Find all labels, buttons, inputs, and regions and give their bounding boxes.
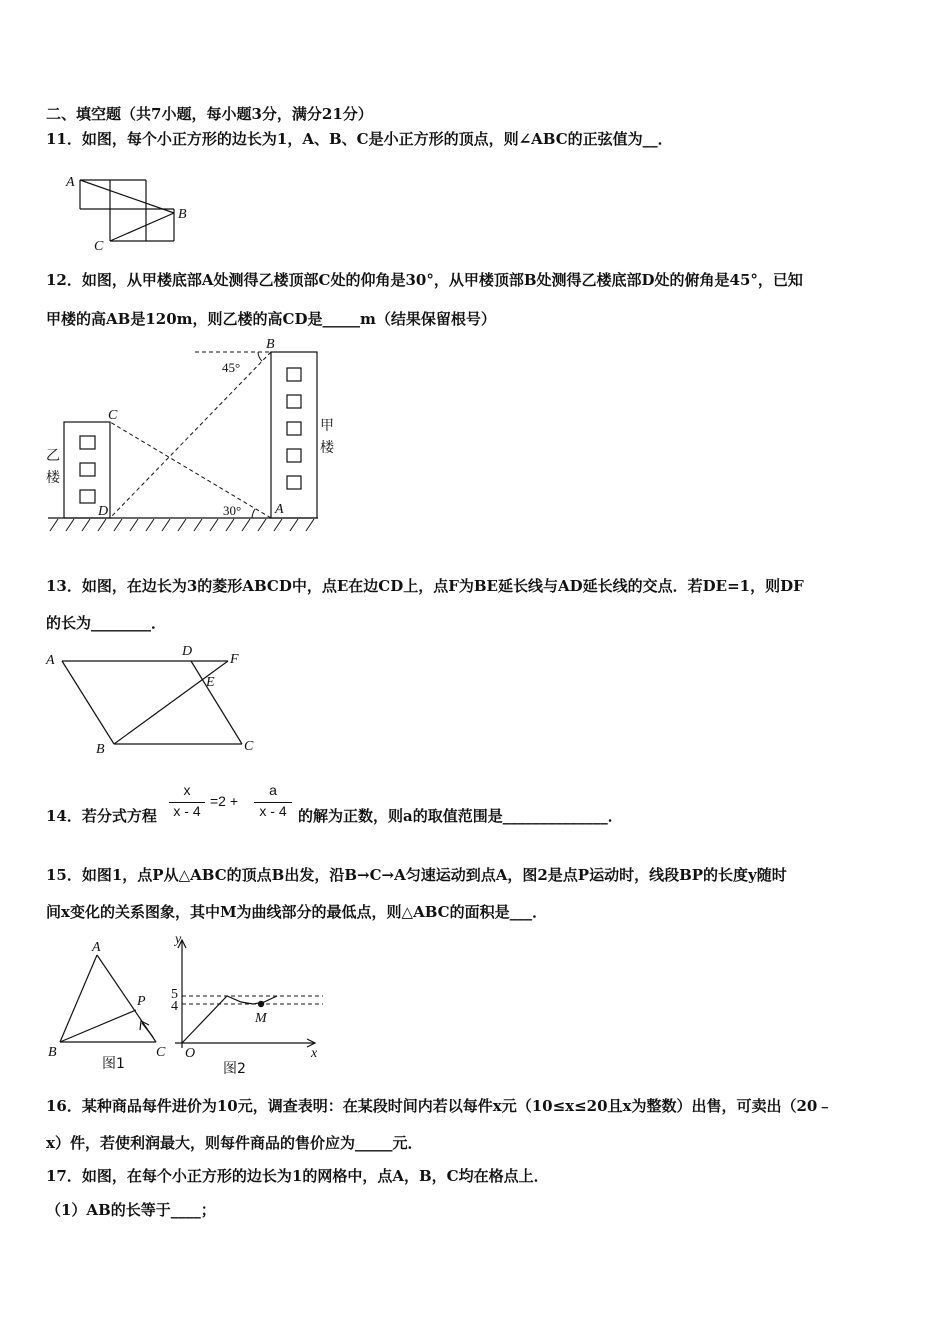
q14-frac1-den: x - 4 [173, 803, 201, 819]
q12-label-d: D [98, 504, 109, 519]
fig1-label-c: C [156, 1045, 166, 1060]
fig2-label-x: x [311, 1046, 318, 1061]
q16-line1: 16．某种商品每件进价为10元，调查表明：在某段时间内若以每件x元（10≤x≤20且x为整数）出售，可卖出（20﹣ [46, 1097, 833, 1115]
q12-jia-char2: 楼 [320, 440, 334, 456]
building-yi-windows [80, 436, 95, 503]
q12-label-c: C [108, 408, 118, 423]
segment-cd [191, 661, 242, 744]
q15-figure-2 [165, 930, 335, 1078]
q16-line2: x）件，若使利润最大，则每件商品的售价应为_____元． [46, 1134, 423, 1152]
fig1-caption: 图1 [102, 1056, 125, 1072]
q11-label-b: B [178, 207, 187, 222]
q17-sub1: （1）AB的长等于____； [46, 1201, 216, 1219]
q11-label-a: A [66, 175, 75, 190]
q13-label-a: A [46, 653, 55, 668]
q14-fraction-2 [252, 782, 294, 819]
q15-figure-1 [40, 935, 175, 1075]
angle-30-arc [252, 509, 255, 518]
fig2-tick-4: 4 [171, 999, 178, 1014]
q12-angle-30: 30° [223, 503, 242, 518]
fig2-tick-5: 5 [171, 987, 178, 1002]
q13-figure [40, 640, 270, 765]
fig2-label-y: y [175, 932, 182, 947]
q13-label-d: D [182, 644, 193, 659]
q14-middle: =2 + [210, 793, 239, 809]
q12-label-a: A [275, 502, 284, 517]
q13-label-f: F [230, 652, 239, 667]
fig2-label-o: O [185, 1046, 196, 1061]
segment-ab [62, 661, 114, 744]
fig1-label-a: A [92, 940, 101, 955]
segment-cb [110, 213, 174, 241]
sightline-ac [110, 422, 271, 518]
fig1-label-p: P [137, 994, 146, 1009]
q12-jia-char1: 甲 [320, 418, 334, 434]
ground-hatching [50, 519, 314, 531]
fig2-label-m: M [255, 1011, 267, 1026]
q12-yi-char1: 乙 [46, 448, 60, 464]
q14-frac2-den: x - 4 [259, 803, 287, 819]
q13-line1: 13．如图，在边长为3的菱形ABCD中，点E在边CD上，点F为BE延长线与AD延长线的交点．若DE=1，则DF [46, 577, 804, 595]
angle-45-arc [258, 352, 262, 361]
q12-line2: 甲楼的高AB是120m，则乙楼的高CD是_____m（结果保留根号） [46, 310, 496, 328]
building-jia-windows [287, 368, 301, 489]
q14-prefix: 14．若分式方程 [46, 807, 157, 825]
q11-figure [60, 168, 200, 258]
q17-line1: 17．如图，在每个小正方形的边长为1的网格中，点A，B，C均在格点上． [46, 1167, 549, 1185]
q15-line2: 间x变化的关系图象，其中M为曲线部分的最低点，则△ABC的面积是___． [46, 903, 548, 921]
segment-bf [114, 661, 228, 744]
q13-label-b: B [96, 742, 105, 757]
q13-label-e: E [206, 675, 215, 690]
segment-ab [80, 180, 174, 213]
q12-yi-char2: 楼 [46, 470, 60, 486]
q11-text: 11．如图，每个小正方形的边长为1，A、B、C是小正方形的顶点，则∠ABC的正弦值为__． [46, 130, 673, 148]
q12-line1: 12．如图，从甲楼底部A处测得乙楼顶部C处的仰角是30°，从甲楼顶部B处测得乙楼底部D处的俯角是45°，已知 [46, 271, 803, 289]
q14-suffix: 的解为正数，则a的取值范围是______________． [298, 807, 623, 825]
q14-frac1-num: x [183, 782, 191, 798]
q15-line1: 15．如图1，点P从△ABC的顶点B出发，沿B→C→A匀速运动到点A，图2是点P运动时，线段BP的长度y随时 [46, 866, 787, 884]
sightline-bd [110, 352, 271, 518]
q11-label-c: C [94, 239, 104, 254]
q13-line2: 的长为________． [46, 614, 167, 632]
q14-fraction-1 [167, 782, 207, 819]
point-m [258, 1001, 264, 1007]
fig1-label-b: B [48, 1045, 57, 1060]
section-title: 二、填空题（共7小题，每小题3分，满分21分） [46, 105, 373, 123]
q14-frac2-num: a [269, 782, 277, 798]
fig2-caption: 图2 [223, 1061, 246, 1077]
q12-angle-45: 45° [222, 360, 241, 375]
q13-label-c: C [244, 739, 254, 754]
motion-arrow [142, 1023, 153, 1037]
q12-label-b: B [266, 337, 275, 352]
q12-figure [40, 335, 340, 540]
